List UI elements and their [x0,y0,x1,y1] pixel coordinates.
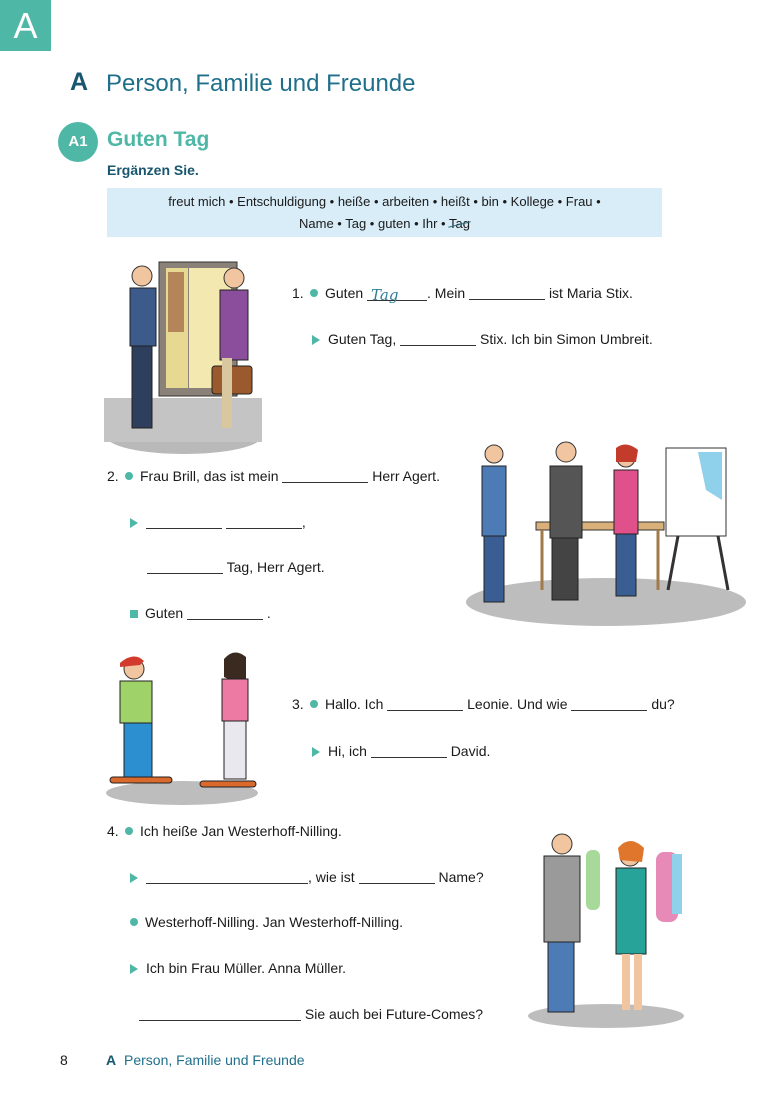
word-bank-words: Name • Tag • guten • Ihr • [299,216,446,231]
speaker-b-triangle [130,873,138,883]
text: Ich bin Frau Müller. Anna Müller. [146,960,346,976]
footer-chapter-title: Person, Familie und Freunde [124,1052,305,1068]
struck-word: Tag [449,216,470,231]
text: Hi, ich [328,743,367,759]
item-number: 4. [107,823,119,839]
text: Guten Tag, [328,331,397,347]
answer-blank[interactable] [571,696,647,711]
speaker-a-dot [125,827,133,835]
filled-answer: Tag [371,286,399,304]
speaker-a-dot [310,289,318,297]
answer-blank-filled[interactable] [367,286,427,304]
illustration-party [520,830,690,1030]
dialogue-4-line-5 [139,1006,483,1022]
text: Guten [325,285,364,301]
answer-blank[interactable] [282,468,368,483]
text: ist Maria Stix. [548,285,633,301]
chapter-letter: A [70,68,89,96]
item-number: 3. [292,696,304,712]
dialogue-2-line-3 [147,559,325,575]
text: Hallo. Ich [325,696,384,712]
dialogue-4-line-2 [130,869,484,885]
text: Guten [145,605,184,621]
dialogue-4-line-1 [107,823,342,839]
exercise-title: Guten Tag [107,128,210,151]
answer-blank[interactable] [226,514,302,529]
dialogue-4-line-3 [130,914,403,930]
text: Westerhoff-Nilling. Jan Westerhoff-Nilling. [145,914,404,930]
exercise-instruction: Ergänzen Sie. [107,162,199,178]
answer-blank[interactable] [371,743,447,758]
item-number: 2. [107,468,119,484]
text: Herr Agert. [372,468,440,484]
text: du? [651,696,675,712]
speaker-b-triangle [130,964,138,974]
answer-blank[interactable] [469,285,545,300]
text: Stix. Ich bin Simon Umbreit. [480,331,653,347]
chapter-title: Person, Familie und Freunde [106,70,416,97]
word-bank-line-1: freut mich • Entschuldigung • heiße • arbeiten • heißt • bin • Kollege • Frau • [168,194,601,209]
item-number: 1. [292,285,304,301]
word-bank [107,188,662,237]
text: Frau Brill, das ist mein [140,468,279,484]
dialogue-2-line-1 [107,468,440,484]
illustration-introduction [466,440,748,630]
speaker-c-square [130,610,138,618]
speaker-a-dot [130,918,138,926]
answer-blank[interactable] [139,1006,301,1021]
chapter-tab: A [0,0,51,51]
text: , wie ist [308,869,355,885]
dialogue-4-line-4 [130,960,346,976]
answer-blank[interactable] [400,331,476,346]
text: . Mein [427,285,466,301]
text: Ich heiße Jan Westerhoff-Nilling. [140,823,342,839]
illustration-skateboarders [104,647,264,807]
speaker-b-triangle [312,747,320,757]
text: Sie auch bei Future-Comes? [304,1006,484,1022]
dialogue-3-line-2 [312,743,490,759]
text: . [266,605,271,621]
dialogue-2-line-2 [130,514,306,530]
text: David. [450,743,491,759]
speaker-a-dot [310,700,318,708]
answer-blank[interactable] [387,696,463,711]
illustration-handshake [104,258,264,456]
footer-chapter-letter: A [106,1052,117,1068]
page-number: 8 [60,1052,68,1068]
text: Leonie. Und wie [467,696,568,712]
dialogue-1-line-1 [292,285,633,304]
text: Tag, Herr Agert. [226,559,325,575]
dialogue-3-line-1 [292,696,675,712]
dialogue-2-line-4 [130,605,271,621]
speaker-b-triangle [312,335,320,345]
answer-blank[interactable] [359,869,435,884]
speaker-a-dot [125,472,133,480]
answer-blank[interactable] [146,869,308,884]
word-bank-line-2 [107,213,662,235]
answer-blank[interactable] [146,514,222,529]
exercise-badge: A1 [58,122,98,162]
answer-blank[interactable] [187,605,263,620]
text: Name? [438,869,484,885]
speaker-b-triangle [130,518,138,528]
dialogue-1-line-2 [312,331,653,347]
answer-blank[interactable] [147,559,223,574]
text: , [301,514,306,530]
